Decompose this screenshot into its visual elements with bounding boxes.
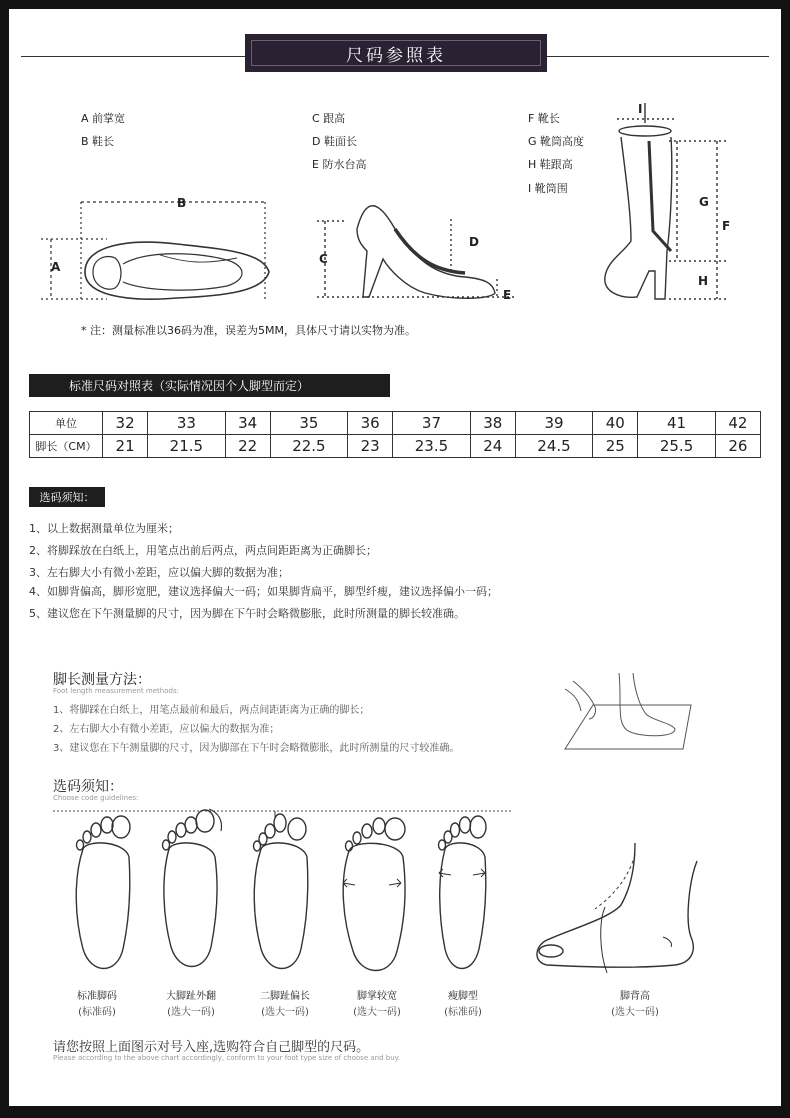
tips-title: 选码须知： [29,487,105,507]
length-cell: 22.5 [270,435,347,458]
foot-bunion-illustration [157,805,227,975]
dim-g: G [699,195,709,209]
footer-instruction-en: Please according to the above chart accordingly, conform to your foot type size of choose and buy. [53,1054,401,1062]
length-cell: 25.5 [638,435,715,458]
size-cell: 40 [593,412,638,435]
foot-caption-sub: (标准码) [444,1007,482,1018]
method-title: 脚长测量方法： [53,672,151,688]
banner-line-right [547,56,769,57]
foot-wide-illustration [339,809,413,979]
label-a-forefoot-width: A 前掌宽 [81,112,126,125]
length-cell: 26 [715,435,760,458]
foot-measuring-illustration [563,667,703,757]
label-i-shaft-circumference: I 靴筒围 [528,182,568,195]
length-row-header: 脚长（CM） [30,435,103,458]
foot-caption: 大脚趾外翻 [166,991,216,1002]
high-heel-illustration [305,189,515,299]
label-h-heel-height: H 鞋跟高 [528,158,573,171]
length-cell: 24.5 [515,435,592,458]
foot-caption-sub: (选大一码) [611,1007,659,1018]
size-cell: 33 [148,412,225,435]
foot-caption: 脚背高 [620,991,650,1002]
dim-f: F [722,219,731,233]
length-cell: 21 [103,435,148,458]
foot-caption-sub: (选大一码) [353,1007,401,1018]
size-cell: 39 [515,412,592,435]
label-e-platform-height: E 防水台高 [312,158,367,171]
label-g-shaft-height: G 靴筒高度 [528,135,585,148]
label-b-shoe-length: B 鞋长 [81,135,115,148]
foot-caption-sub: (选大一码) [167,1007,215,1018]
size-table [29,411,761,458]
tip-item: 4、如脚背偏高，脚形宽肥，建议选择偏大一码；如果脚背扁平，脚型纤瘦，建议选择偏小一码； [29,585,498,598]
foot-caption: 瘦脚型 [448,991,478,1002]
dim-a: A [51,260,61,274]
label-f-boot-length: F 靴长 [528,112,560,125]
choose-subtitle: Choose code guidelines: [53,794,139,802]
size-table-title: 标准尺码对照表（实际情况因个人脚型而定） [29,374,390,397]
size-cell: 36 [348,412,393,435]
length-cell: 23.5 [393,435,470,458]
banner-title: 尺码参照表 [251,40,541,66]
foot-caption: 脚掌较宽 [357,991,397,1002]
tip-item: 5、建议您在下午测量脚的尺寸，因为脚在下午时会略微膨胀，此时所测量的脚长较准确。 [29,607,465,620]
method-step: 1、将脚踩在白纸上，用笔点最前和最后，两点间距距离为正确的脚长； [53,705,370,716]
size-row-header: 单位 [30,412,103,435]
dim-d: D [469,235,479,249]
method-step: 2、左右脚大小有微小差距，应以偏大的数据为准； [53,724,280,735]
dim-c: C [319,252,328,266]
size-cell: 34 [225,412,270,435]
banner-line-left [21,56,245,57]
foot-standard-illustration [69,809,139,979]
choose-title: 选码须知： [53,779,123,795]
foot-high-instep-illustration [525,841,705,981]
dim-b: B [177,196,187,210]
dim-e: E [503,288,512,302]
size-cell: 32 [103,412,148,435]
tip-item: 1、以上数据测量单位为厘米； [29,522,179,535]
footer-instruction: 请您按照上面图示对号入座,选购符合自己脚型的尺码。 [53,1040,370,1055]
length-cell: 24 [470,435,515,458]
length-row [30,435,761,458]
method-step: 3、建议您在下午测量脚的尺寸，因为脚部在下午时会略微膨胀，此时所测量的尺寸较准确。 [53,743,460,754]
length-cell: 23 [348,435,393,458]
foot-caption: 二脚趾偏长 [260,991,310,1002]
boot-illustration [579,101,759,311]
size-cell: 41 [638,412,715,435]
size-chart-page [9,9,781,1106]
length-cell: 21.5 [148,435,225,458]
shoe-top-view-illustration [37,194,277,304]
label-c-heel-height: C 跟高 [312,112,346,125]
size-cell: 35 [270,412,347,435]
size-cell: 37 [393,412,470,435]
length-cell: 22 [225,435,270,458]
tip-item: 3、左右脚大小有微小差距，应以偏大脚的数据为准； [29,566,289,579]
size-cell: 42 [715,412,760,435]
dim-h: H [698,274,709,288]
size-cell: 38 [470,412,515,435]
banner [245,34,547,72]
size-row [30,412,761,435]
length-cell: 25 [593,435,638,458]
foot-slim-illustration [429,809,499,979]
tip-item: 2、将脚踩放在白纸上，用笔点出前后两点，两点间距距离为正确脚长； [29,544,377,557]
method-subtitle: Foot length measurement methods: [53,687,179,695]
foot-caption: 标准脚码 [77,991,117,1002]
label-d-vamp-length: D 鞋面长 [312,135,357,148]
dim-i: I [638,102,643,116]
foot-long-second-toe-illustration [247,809,317,979]
foot-caption-sub: (选大一码) [261,1007,309,1018]
foot-caption-sub: (标准码) [78,1007,116,1018]
measurement-note: * 注：测量标准以36码为准，误差为5MM，具体尺寸请以实物为准。 [81,324,416,337]
